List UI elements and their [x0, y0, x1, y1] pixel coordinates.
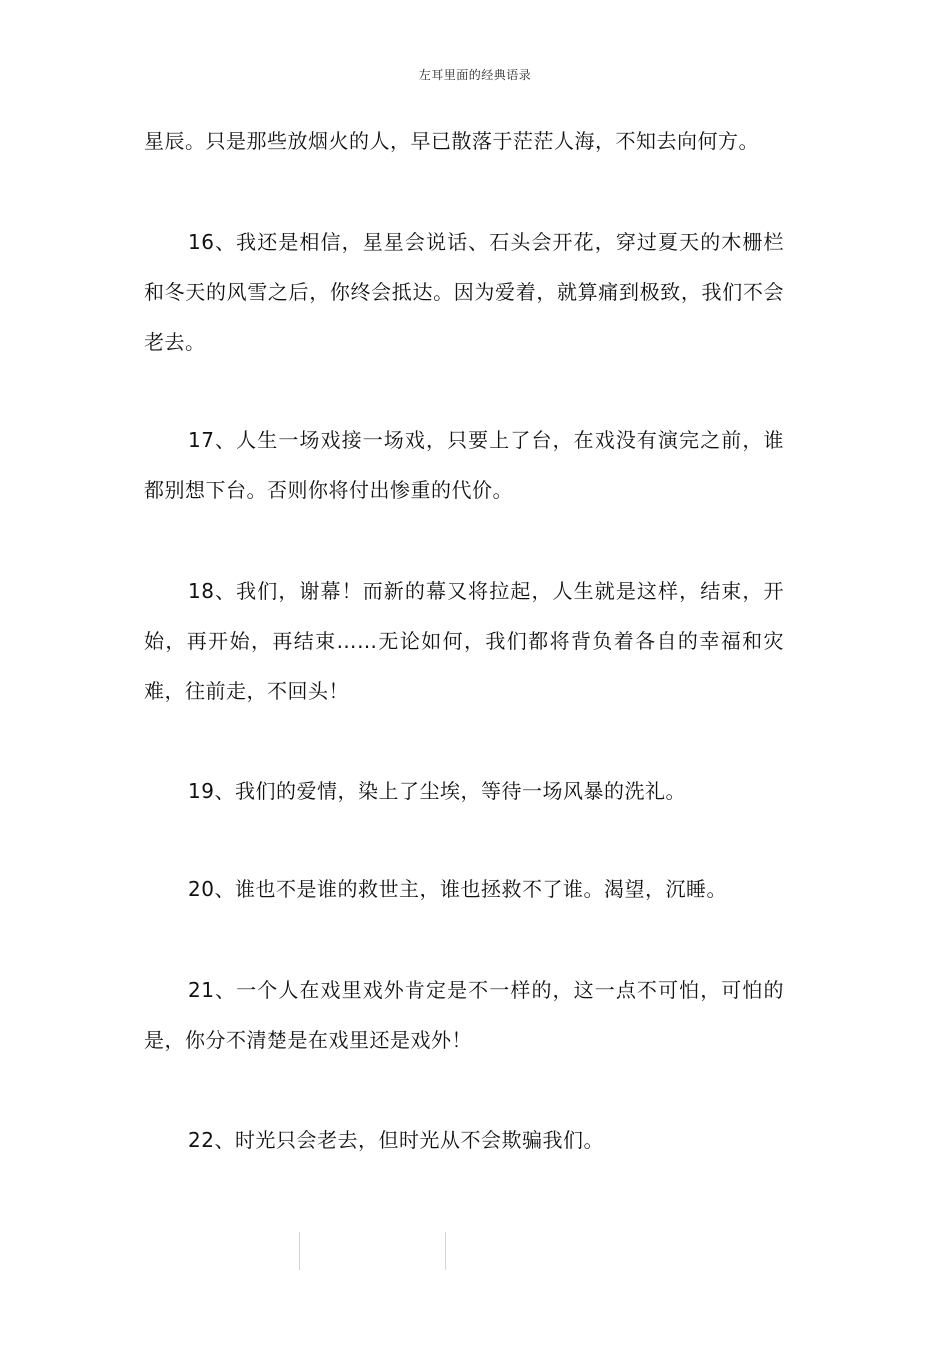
quote-21: 21、一个人在戏里戏外肯定是不一样的，这一点不可怕，可怕的是，你分不清楚是在戏里还是戏外！ [144, 978, 784, 1052]
quote-19: 19、我们的爱情，染上了尘埃，等待一场风暴的洗礼。 [188, 779, 686, 803]
paragraph-continuation: 星辰。只是那些放烟火的人，早已散落于茫茫人海，不知去向何方。 [144, 129, 759, 153]
quote-22: 22、时光只会老去，但时光从不会欺骗我们。 [188, 1128, 604, 1152]
divider-line [299, 1232, 300, 1270]
divider-line [445, 1232, 446, 1270]
quote-16: 16、我还是相信，星星会说话、石头会开花，穿过夏天的木栅栏和冬天的风雪之后，你终会抵达。因为爱着，就算痛到极致，我们不会老去。 [144, 230, 784, 354]
quote-18: 18、我们，谢幕！而新的幕又将拉起，人生就是这样，结束，开始，再开始，再结束……无论如何，我们都将背负着各自的幸福和灾难，往前走，不回头！ [144, 579, 784, 703]
quote-17: 17、人生一场戏接一场戏，只要上了台，在戏没有演完之前，谁都别想下台。否则你将付出惨重的代价。 [144, 428, 784, 502]
page-header-title: 左耳里面的经典语录 [418, 68, 532, 82]
quote-20: 20、谁也不是谁的救世主，谁也拯救不了谁。渴望，沉睡。 [188, 877, 727, 901]
